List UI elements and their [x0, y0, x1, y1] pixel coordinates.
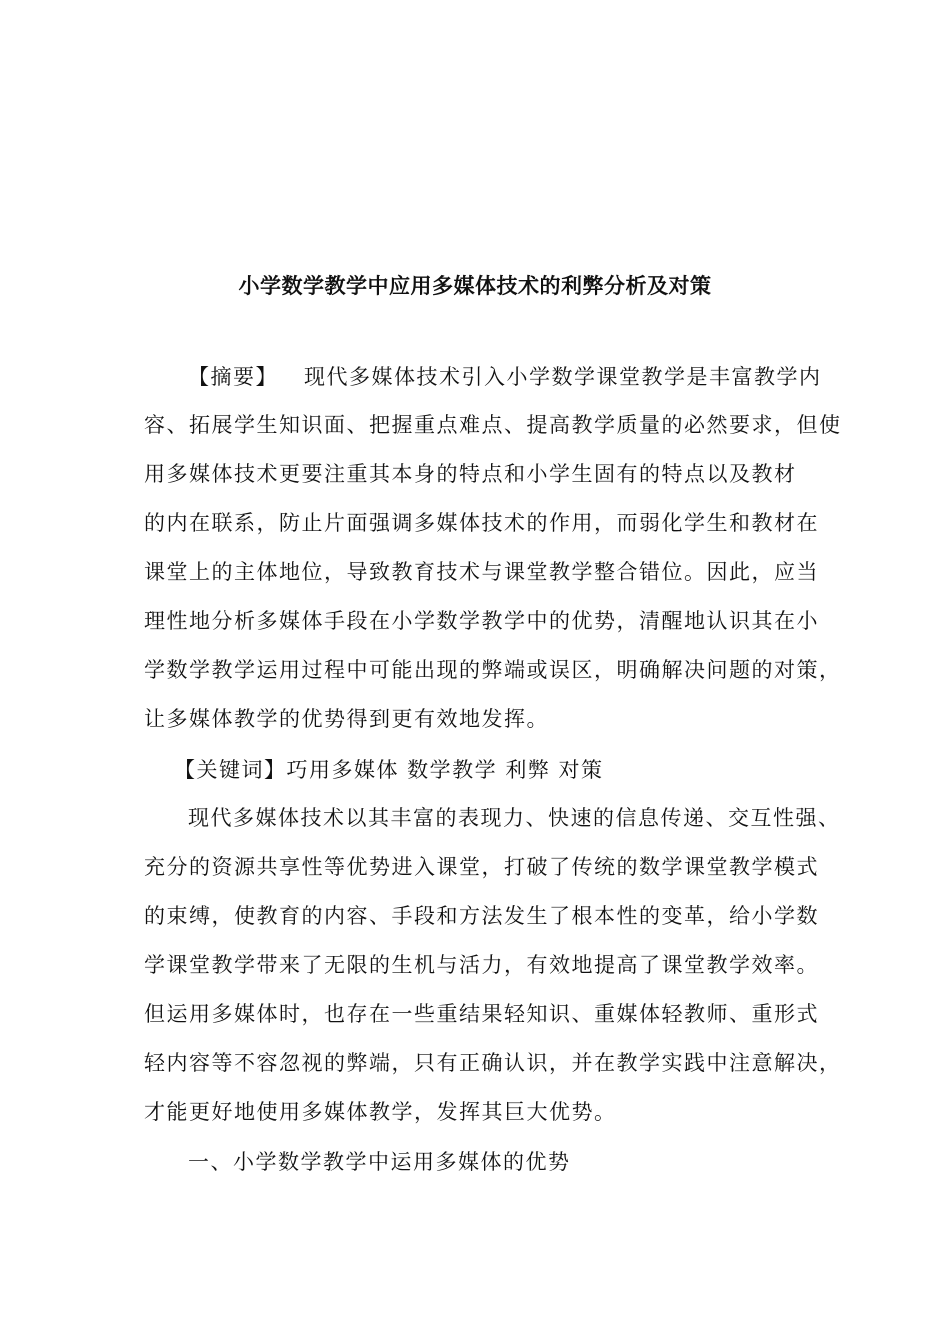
keywords-label: 【关键词】	[174, 758, 287, 782]
abstract-label: 【摘要】	[188, 365, 278, 389]
body-line: 但运用多媒体时，也存在一些重结果轻知识、重媒体轻教师、重形式	[144, 1002, 819, 1026]
body-line: 充分的资源共享性等优势进入课堂，打破了传统的数学课堂教学模式	[144, 855, 819, 879]
body-line: 轻内容等不容忽视的弊端，只有正确认识，并在教学实践中注意解决，	[144, 1051, 842, 1075]
body-line: 的束缚，使教育的内容、手段和方法发生了根本性的变革，给小学数	[144, 904, 819, 928]
abstract-line: 【摘要】 现代多媒体技术引入小学数学课堂教学是丰富教学内	[188, 365, 822, 389]
abstract-line: 的内在联系，防止片面强调多媒体技术的作用，而弱化学生和教材在	[144, 511, 819, 535]
keywords-line	[144, 755, 854, 785]
document-title: 小学数学教学中应用多媒体技术的利弊分析及对策	[238, 274, 712, 298]
section-heading: 一、小学数学教学中运用多媒体的优势	[188, 1150, 571, 1174]
abstract-line: 让多媒体教学的优势得到更有效地发挥。	[144, 707, 549, 731]
abstract-line: 容、拓展学生知识面、把握重点难点、提高教学质量的必然要求，但使	[144, 413, 842, 437]
abstract-line: 理性地分析多媒体手段在小学数学教学中的优势，清醒地认识其在小	[144, 609, 819, 633]
abstract-line: 学数学教学运用过程中可能出现的弊端或误区，明确解决问题的对策，	[144, 658, 842, 682]
body-line: 现代多媒体技术以其丰富的表现力、快速的信息传递、交互性强、	[188, 806, 841, 830]
abstract-line: 课堂上的主体地位，导致教育技术与课堂教学整合错位。因此，应当	[144, 560, 819, 584]
body-line: 才能更好地使用多媒体教学，发挥其巨大优势。	[144, 1100, 617, 1124]
body-line: 学课堂教学带来了无限的生机与活力，有效地提高了课堂教学效率。	[144, 953, 819, 977]
abstract-line: 用多媒体技术更要注重其本身的特点和小学生固有的特点以及教材	[144, 462, 797, 486]
keywords-text: 巧用多媒体 数学教学 利弊 对策	[286, 758, 604, 782]
